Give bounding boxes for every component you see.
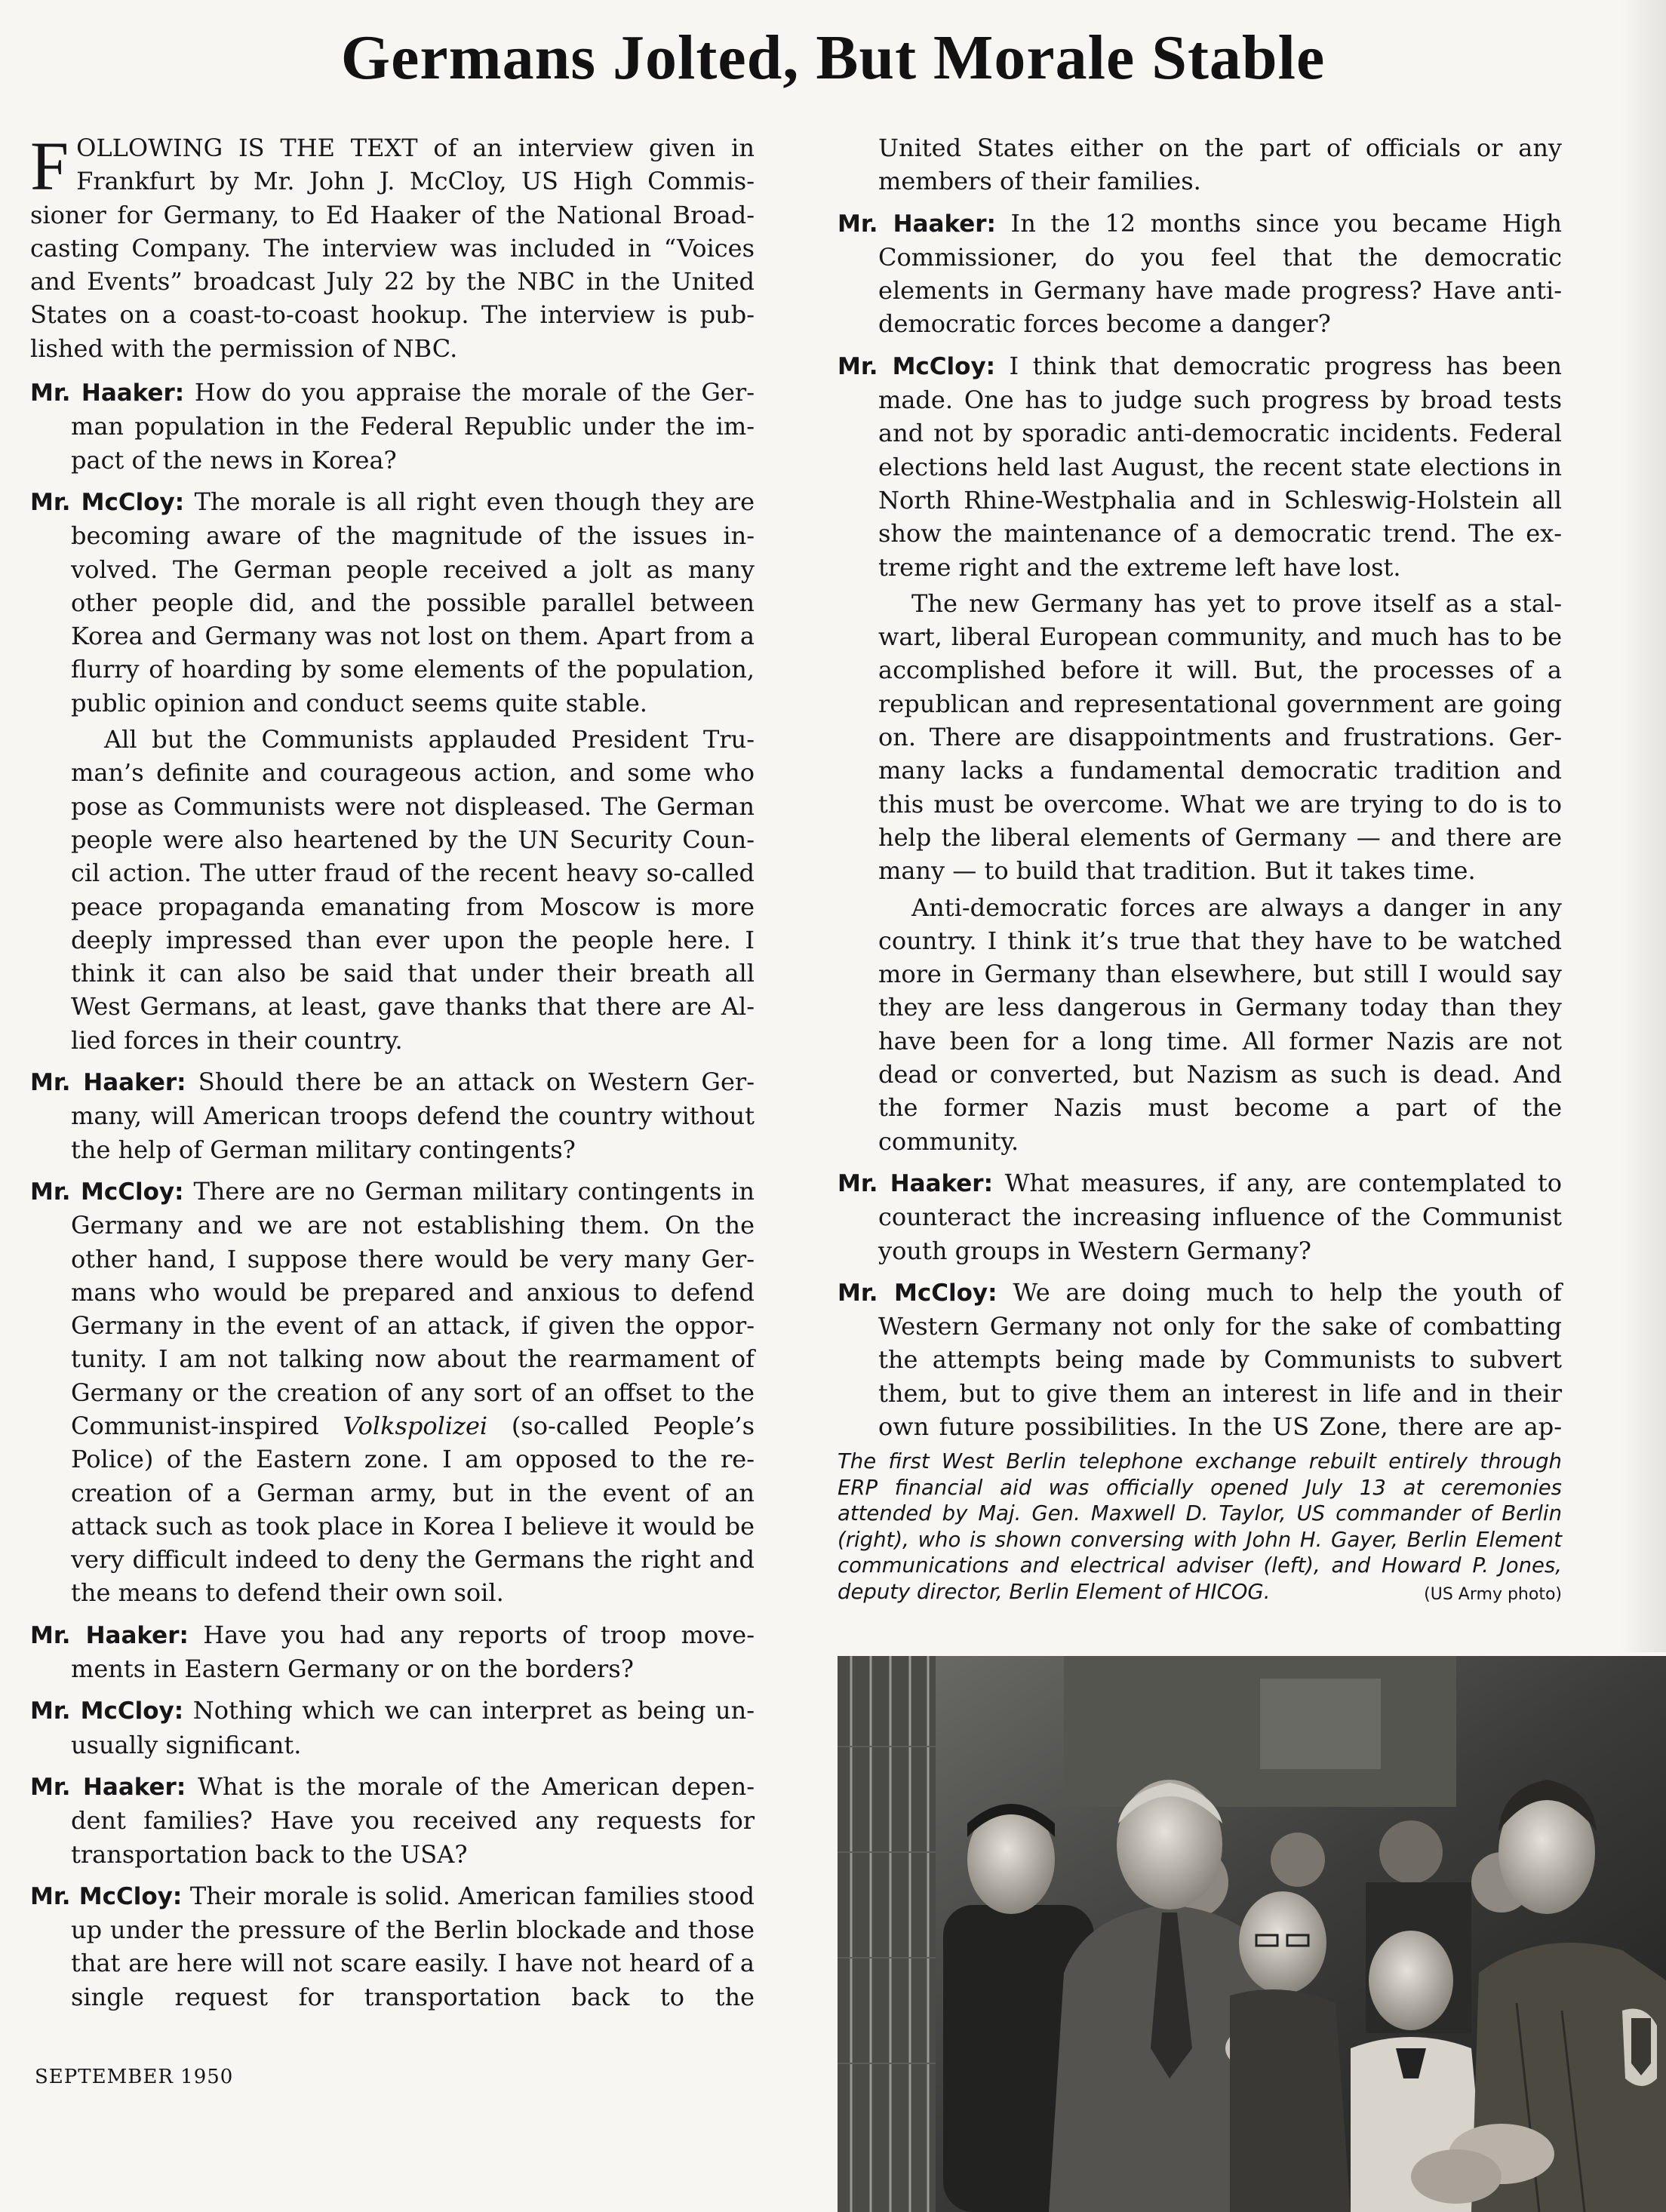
answer-paragraph — [838, 1276, 1562, 1443]
answer-paragraph — [30, 485, 755, 720]
answer-text: I think that democratic progress has been made. One has to judge such progress by broad tests and not by sporadic anti-democratic incidents. Federal elections held last August, the recent state elections in North Rhine-Westphalia and in Schleswig-Holstein all show the maintenance of a democratic trend. The extreme right and the extreme left have lost. — [878, 351, 1563, 582]
drop-cap: F — [30, 127, 69, 204]
answer-paragraph-continued: The new Germany has yet to prove itself as a stalwart, liberal European community, and much has to be accomplished before it will. But, the processes of a republican and representational government are going on. There are disappointments and frustrations. Germany lacks a fundamental democratic tradition and this must be overcome. What we are trying to do is to help the liberal elements of Germany — and there are many — to build that tradition. But it takes time. — [878, 588, 1562, 886]
question-paragraph — [838, 207, 1562, 341]
question-text: What is the morale of the American dependent families? Have you received any requests for transportation back to the USA? — [71, 1771, 755, 1869]
question-text: How do you appraise the morale of the German population in the Federal Republic under the impact of the news in Korea? — [71, 378, 755, 475]
answer-paragraph-continued: Anti-democratic forces are always a danger in any country. I think it’s true that they have to be watched more in Germany than elsewhere, but still I would say they are less dangerous in Germany today than they have been for a long time. All former Nazis are not dead or converted, but Nazism as such is dead. And the former Nazis must become a part of the community. — [878, 892, 1562, 1156]
answer-paragraph — [30, 1879, 755, 2014]
intro-text: OLLOWING IS THE TEXT of an interview given in Frankfurt by Mr. John J. McCloy, US High Commissioner for Germany, to Ed Haaker of the National Broadcasting Company. The interview was included in “Voices and Events” broadcast July 22 by the NBC in the United States on a coast-to-coast hookup. The interview is published with the permission of NBC. — [30, 134, 755, 363]
question-text: What measures, if any, are contemplated to counteract the increasing influence of the Communist youth groups in Western Germany? — [878, 1168, 1563, 1265]
question-paragraph — [30, 1770, 755, 1871]
photo-credit: (US Army photo) — [1424, 1584, 1562, 1604]
answer-text: We are doing much to help the youth of Western Germany not only for the sake of combatting the attempts being made by Communists to subvert them, but to give them an interest in life and in their own future possibilities. In the US Zone, there are ap- — [878, 1277, 1563, 1441]
answer-paragraph-continued: All but the Communists applauded President Truman’s definite and courageous action, and some who pose as Communists were not displeased. The German people were also heartened by the UN Security Council action. The utter fraud of the recent heavy so-called peace propaganda emanating from Moscow is more deeply impressed than ever upon the people here. I think it can also be said that under their breath all West Germans, at least, gave thanks that there are Allied forces in their country. — [71, 725, 755, 1055]
answer-text: Nothing which we can interpret as being unusually significant. — [71, 1696, 755, 1759]
right-column — [838, 131, 1562, 1452]
speaker-label: Mr. Haaker: — [838, 210, 996, 238]
article-title: Germans Jolted, But Morale Stable — [340, 23, 1326, 93]
page-footer-date: SEPTEMBER 1950 — [35, 2066, 234, 2088]
intro-paragraph — [30, 127, 755, 365]
speaker-label: Mr. Haaker: — [30, 1069, 186, 1097]
question-paragraph — [838, 1166, 1562, 1267]
photo-caption — [838, 1449, 1562, 1608]
italic-term: Volkspolizei — [343, 1411, 488, 1440]
question-paragraph — [30, 376, 755, 477]
answer-paragraph — [30, 1175, 755, 1610]
answer-text: (so-called People’s Police) of the Eastern zone. I am opposed to the re-creation of a German army, but in the event of an attack such as took place in Korea I believe it would be very difficult indeed to deny the Germans the right and the means to defend their own soil. — [71, 1411, 755, 1608]
speaker-label: Mr. Haaker: — [838, 1169, 993, 1197]
answer-text: Their morale is solid. American families stood up under the pressure of the Berlin blockade and those that are here will not scare easily. I have not heard of a single request for transportation back to the — [71, 1881, 755, 2011]
answer-paragraph — [838, 349, 1562, 584]
answer-continued: United States either on the part of officials or any members of their families. — [878, 134, 1562, 196]
speaker-label: Mr. McCloy: — [838, 1279, 997, 1307]
question-paragraph — [30, 1618, 755, 1686]
speaker-label: Mr. McCloy: — [30, 1178, 184, 1206]
answer-text: There are no German military contingents in Germany and we are not establishing them. On the other hand, I suppose there would be very many Germans who would be prepared and anxious to defend Germany in the event of an attack, if given the opportunity. I am not talking now about the rearmament of Germany or the creation of any sort of an offset to the Communist-inspired — [71, 1176, 755, 1440]
answer-paragraph — [30, 1694, 755, 1762]
caption-text: The first West Berlin telephone exchange rebuilt entirely through ERP financial aid was officially opened July 13 at ceremonies attended by Maj. Gen. Maxwell D. Taylor, US commander of Berlin (right), who is shown conversing with John H. Gayer, Berlin Element communications and electrical adviser (left), and Howard P. Jones, deputy director, Berlin Element of HICOG. — [838, 1449, 1562, 1604]
speaker-label: Mr. McCloy: — [30, 488, 185, 516]
speaker-label: Mr. Haaker: — [30, 1773, 186, 1801]
page-edge-shadow — [1621, 0, 1666, 1652]
press-photo — [838, 1656, 1666, 2212]
speaker-label: Mr. Haaker: — [30, 1621, 189, 1649]
question-paragraph — [30, 1065, 755, 1166]
speaker-label: Mr. McCloy: — [30, 1697, 184, 1725]
photo-illustration — [838, 1656, 1666, 2212]
speaker-label: Mr. Haaker: — [30, 379, 185, 407]
question-text: Should there be an attack on Western Germany, will American troops defend the country without the help of German military contingents? — [71, 1068, 755, 1164]
question-text: Have you had any reports of troop movements in Eastern Germany or on the borders? — [71, 1620, 755, 1684]
speaker-label: Mr. McCloy: — [838, 352, 996, 380]
speaker-label: Mr. McCloy: — [30, 1882, 183, 1910]
left-column — [30, 127, 755, 2022]
answer-text: The morale is all right even though they are becoming aware of the magnitude of the issues involved. The German people received a jolt as many other people did, and the possible parallel between Korea and Germany was not lost on them. Apart from a flurry of hoarding by some elements of the population, public opinion and conduct seems quite stable. — [71, 487, 755, 717]
question-text: In the 12 months since you became High Commissioner, do you feel that the democratic elements in Germany have made progress? Have anti-democratic forces become a danger? — [878, 208, 1563, 339]
